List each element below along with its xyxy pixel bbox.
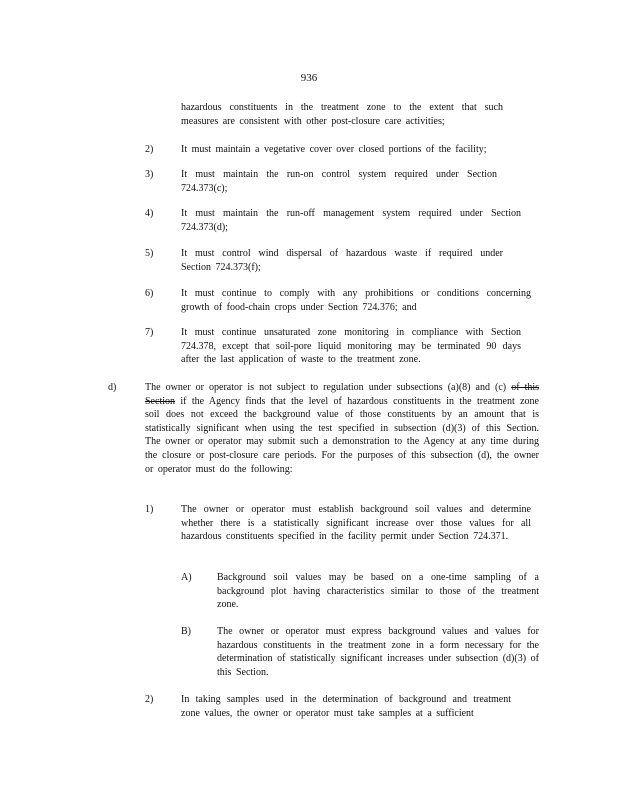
item-marker: 6) [145, 288, 154, 299]
struck-text: of this Section [145, 382, 540, 407]
item-marker: 3) [145, 169, 154, 180]
item-text: Background soil values may be based on a one-time sampling of a background plot having characteristics similar to those of the treatment zone. [217, 572, 539, 611]
item-marker: 2) [145, 694, 154, 705]
item-marker: 2) [145, 144, 154, 155]
item-text: It must maintain the run-on control system required under Section 724.373(c); [181, 169, 497, 194]
item-text: The owner or operator must express background values and values for hazardous constituents in the treatment zone in a form necessary for the determination of statistically significant increases under subsection (d)(3) of this Section. [217, 626, 539, 678]
item-marker: 5) [145, 248, 154, 259]
subsection-marker: d) [108, 382, 117, 393]
page-number: 936 [300, 72, 318, 84]
item-marker: 7) [145, 327, 154, 338]
item-text: It must maintain the run-off management system required under Section 724.373(d); [181, 208, 521, 233]
item-marker: B) [181, 626, 191, 637]
item-text: It must maintain a vegetative cover over closed portions of the facility; [181, 144, 487, 155]
item-text: The owner or operator must establish background soil values and determine whether there is a statistically significant increase over those values for all hazardous constituents specified in the facility permit under Section 724.371. [181, 504, 531, 543]
continuation-paragraph: hazardous constituents in the treatment zone to the extent that such measures are consistent with other post-closure care activities; [181, 102, 503, 127]
item-marker: 4) [145, 208, 154, 219]
subsection-d-text [145, 381, 539, 476]
subsection-d-text-before: The owner or operator is not subject to regulation under subsections (a)(8) and (c) [145, 382, 507, 393]
item-text: It must continue to comply with any prohibitions or conditions concerning growth of food-chain crops under Section 724.376; and [181, 288, 531, 313]
item-marker: A) [181, 572, 192, 583]
item-marker: 1) [145, 504, 154, 515]
subsection-d-text-after: if the Agency finds that the level of hazardous constituents in the treatment zone soil does not exceed the background value of those constituents by an amount that is statistically significant when using the test specified in subsection (d)(3) of this Section. The owner or operator may submit such a demonstration to the Agency at any time during the closure or post-closure care periods. For the purposes of this subsection (d), the owner or operator must do the following: [145, 395, 539, 475]
item-text: It must continue unsaturated zone monitoring in compliance with Section 724.378, except that soil-pore liquid monitoring may be terminated 90 days after the last application of waste to the treatment zone. [181, 327, 521, 366]
item-text: It must control wind dispersal of hazardous waste if required under Section 724.373(f); [181, 248, 503, 273]
item-text: In taking samples used in the determination of background and treatment zone values, the owner or operator must take samples at a sufficient [181, 694, 511, 719]
